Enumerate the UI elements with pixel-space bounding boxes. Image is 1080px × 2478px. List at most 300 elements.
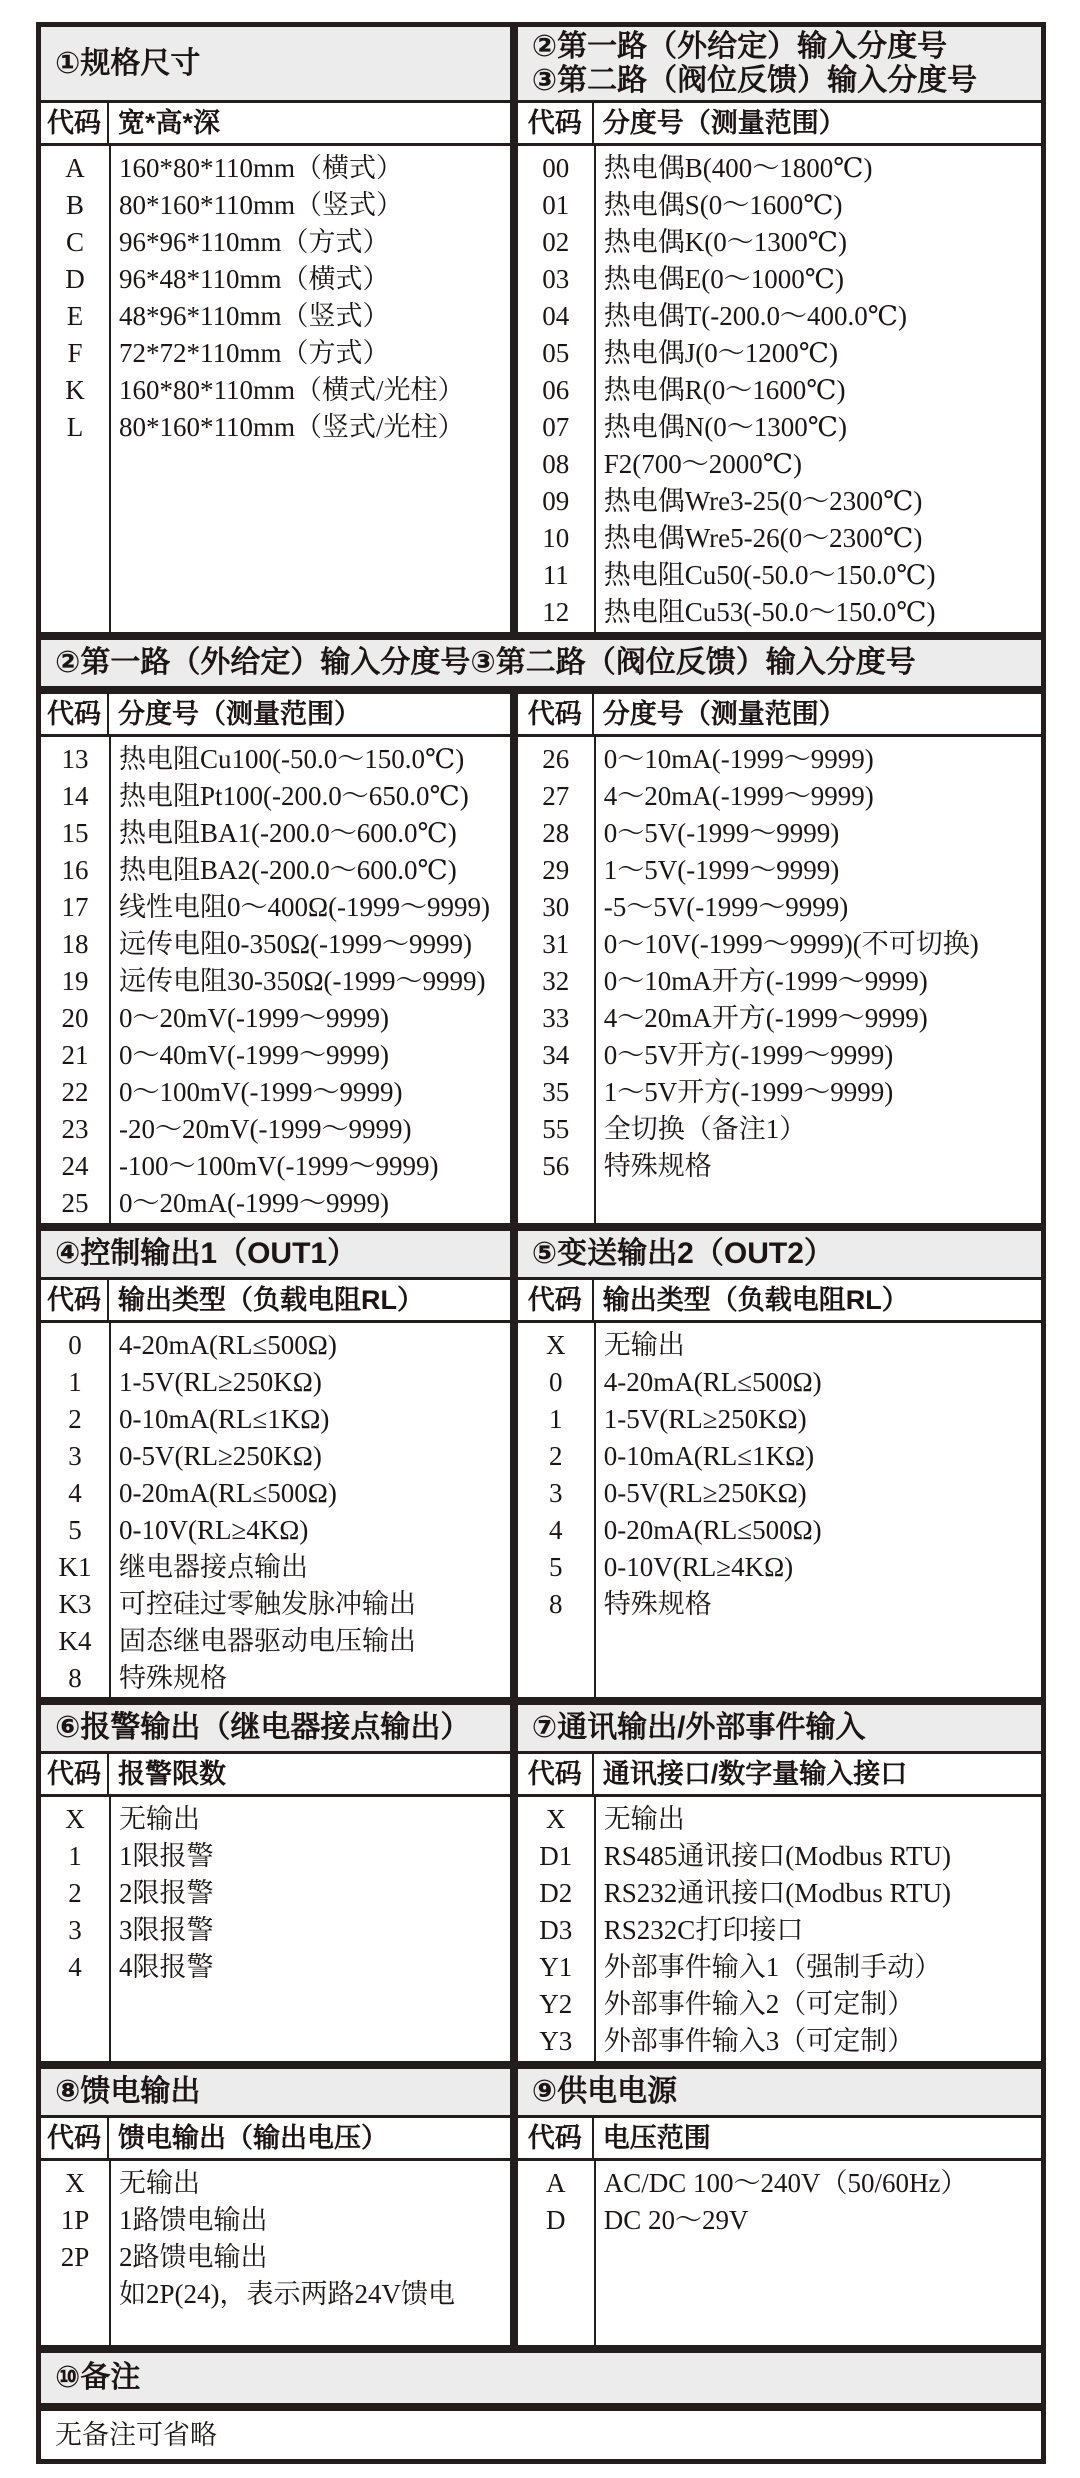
table-row: [518, 520, 1041, 557]
row-desc: 线性电阻0～400Ω(-1999～9999): [119, 892, 491, 922]
table-row: [41, 926, 510, 963]
table-row: [41, 335, 510, 372]
table-row: [518, 2202, 1041, 2239]
table-row: [41, 261, 510, 298]
table-row: [518, 483, 1041, 520]
out1-column-header: [41, 1280, 510, 1323]
row-desc: 4限报警: [119, 1952, 214, 1982]
row-desc: 无输出: [603, 1804, 685, 1834]
desc-column-label: 馈电输出（输出电压）: [118, 2123, 388, 2153]
row-desc: 热电偶B(400～1800℃): [603, 153, 873, 183]
input-range-rows: [518, 146, 1041, 632]
table-row: [518, 778, 1041, 815]
row-code: 4: [68, 1952, 82, 1982]
row-code: Y3: [539, 2026, 573, 2056]
input-mid-left-rows: [41, 737, 510, 1223]
row-code: 2: [549, 1441, 563, 1471]
table-row: [41, 1037, 510, 1074]
row-desc: 4～20mA开方(-1999～9999): [603, 1003, 928, 1033]
code-column-label: 代码: [518, 2118, 594, 2158]
table-row: [518, 372, 1041, 409]
section-power-title: [518, 2069, 1041, 2118]
table-row: [41, 2276, 510, 2313]
section-remark-note-box: [37, 2407, 1045, 2463]
row-code: 3: [68, 1915, 82, 1945]
band-remark-header: [37, 2349, 1045, 2407]
row-code: 02: [542, 227, 570, 257]
section-title-line2: ③第二路（阀位反馈）输入分度号: [531, 63, 978, 97]
row-desc: 4-20mA(RL≤500Ω): [119, 1330, 337, 1360]
row-desc: 0-20mA(RL≤500Ω): [119, 1478, 337, 1508]
ordering-code-table: [36, 22, 1046, 2464]
table-row: [41, 1623, 510, 1660]
table-row: [41, 298, 510, 335]
row-code: [41, 2276, 109, 2313]
size-column-header: [41, 103, 510, 146]
row-desc: 热电阻Cu53(-50.0～150.0℃): [603, 597, 936, 627]
row-desc: 热电偶E(0～1000℃): [603, 264, 844, 294]
row-desc: 1限报警: [119, 1841, 214, 1871]
table-row: [518, 1838, 1041, 1875]
row-desc: 无输出: [119, 2168, 200, 2198]
row-desc: RS485通讯接口(Modbus RTU): [603, 1841, 951, 1871]
table-row: [518, 2165, 1041, 2202]
row-code: 56: [542, 1151, 570, 1181]
row-code: 22: [61, 1077, 89, 1107]
table-row: [518, 594, 1041, 631]
table-row: [41, 150, 510, 187]
row-desc: 1路馈电输出: [119, 2205, 268, 2235]
row-desc: 特殊规格: [603, 1151, 712, 1181]
row-desc: 96*48*110mm（横式）: [119, 264, 390, 294]
table-row: [518, 1986, 1041, 2023]
table-row: [41, 1586, 510, 1623]
row-desc: 1～5V开方(-1999～9999): [603, 1077, 894, 1107]
table-row: [41, 963, 510, 1000]
input-mid-right-column-header: [518, 694, 1041, 737]
row-desc: 0～20mA(-1999～9999): [119, 1188, 389, 1218]
band-size-and-input: [37, 23, 1045, 636]
table-row: [41, 1327, 510, 1364]
table-row: [518, 409, 1041, 446]
row-code: F: [67, 338, 83, 368]
table-row: [518, 963, 1041, 1000]
table-row: [518, 1364, 1041, 1401]
row-code: K1: [58, 1552, 92, 1582]
band-input-continued-body: [37, 690, 1045, 1227]
row-code: 4: [68, 1478, 82, 1508]
row-code: D: [65, 264, 85, 294]
row-desc: 2限报警: [119, 1878, 214, 1908]
row-desc: 160*80*110mm（横式/光柱）: [119, 375, 465, 405]
table-row: [518, 815, 1041, 852]
section-comm-event: [514, 1701, 1045, 2065]
section-input-mid-title: [41, 640, 1041, 686]
section-comm-title: [518, 1705, 1041, 1754]
row-code: 26: [542, 744, 570, 774]
row-desc: 热电偶J(0～1200℃): [603, 338, 838, 368]
band-outputs: [37, 1227, 1045, 1701]
power-rows: [518, 2161, 1041, 2345]
row-desc: 0～100mV(-1999～9999): [119, 1077, 403, 1107]
row-code: D3: [539, 1915, 573, 1945]
table-row: [518, 1912, 1041, 1949]
row-code: 19: [61, 966, 89, 996]
row-code: 17: [61, 892, 89, 922]
row-desc: 全切换（备注1）: [603, 1114, 807, 1144]
table-row: [518, 150, 1041, 187]
table-row: [41, 1111, 510, 1148]
row-code: 13: [61, 744, 89, 774]
row-desc: RS232C打印接口: [603, 1915, 804, 1945]
band-remark-body: [37, 2407, 1045, 2463]
row-desc: 4～20mA(-1999～9999): [603, 781, 874, 811]
row-desc: 0-20mA(RL≤500Ω): [603, 1515, 822, 1545]
table-row: [41, 778, 510, 815]
row-desc: 远传电阻30-350Ω(-1999～9999): [119, 966, 486, 996]
row-desc: 热电偶S(0～1600℃): [603, 190, 843, 220]
table-row: [518, 1148, 1041, 1185]
table-row: [41, 2239, 510, 2276]
table-row: [518, 1327, 1041, 1364]
row-desc: 4-20mA(RL≤500Ω): [603, 1367, 822, 1397]
row-code: 55: [542, 1114, 570, 1144]
section-alarm-output: [37, 1701, 514, 2065]
row-desc: 0-10V(RL≥4KΩ): [603, 1552, 794, 1582]
table-row: [41, 409, 510, 446]
table-row: [41, 1912, 510, 1949]
table-row: [518, 557, 1041, 594]
section-input-range-top: [514, 23, 1045, 636]
code-column-label: 代码: [518, 103, 594, 143]
section-size-spec: [37, 23, 514, 636]
table-row: [518, 2023, 1041, 2060]
row-desc: 无输出: [603, 1330, 685, 1360]
row-desc: 热电偶N(0～1300℃): [603, 412, 847, 442]
band-feed-power: [37, 2065, 1045, 2349]
row-code: 08: [542, 449, 570, 479]
row-code: 09: [542, 486, 570, 516]
input-mid-left-column-header: [41, 694, 510, 737]
table-row: [41, 1512, 510, 1549]
section-title-text: ⑨供电电源: [531, 2075, 678, 2108]
code-column-label: 代码: [41, 1754, 109, 1794]
row-code: 12: [542, 597, 570, 627]
row-desc: 1-5V(RL≥250KΩ): [603, 1404, 807, 1434]
row-desc: 固态继电器驱动电压输出: [119, 1626, 416, 1656]
section-title-text: ⑩备注: [55, 2361, 141, 2394]
section-title-text: ⑦通讯输出/外部事件输入: [531, 1711, 866, 1744]
row-code: L: [66, 412, 84, 442]
row-desc: DC 20～29V: [603, 2205, 749, 2235]
row-desc: 0-10V(RL≥4KΩ): [119, 1515, 309, 1545]
row-desc: 热电阻Pt100(-200.0～650.0℃): [119, 781, 469, 811]
row-code: D2: [539, 1878, 573, 1908]
section-title-text: ⑤变送输出2（OUT2）: [531, 1237, 834, 1270]
row-desc: 特殊规格: [119, 1663, 227, 1693]
table-row: [41, 889, 510, 926]
desc-column-label: 分度号（测量范围）: [602, 108, 846, 138]
code-column-label: 代码: [41, 1280, 109, 1320]
code-column-label: 代码: [41, 694, 109, 734]
table-row: [41, 1364, 510, 1401]
table-row: [41, 1000, 510, 1037]
row-code: 30: [542, 892, 570, 922]
row-code: 32: [542, 966, 570, 996]
row-code: 0: [68, 1330, 82, 1360]
row-code: 2: [68, 1878, 82, 1908]
row-code: 4: [549, 1515, 563, 1545]
row-desc: 0～5V(-1999～9999): [603, 818, 840, 848]
input-column-header: [518, 103, 1041, 146]
row-code: 18: [61, 929, 89, 959]
row-code: 28: [542, 818, 570, 848]
table-row: [41, 1438, 510, 1475]
row-desc: 无输出: [119, 1804, 200, 1834]
power-column-header: [518, 2118, 1041, 2161]
row-desc: 96*96*110mm（方式）: [119, 227, 390, 257]
row-desc: 72*72*110mm（方式）: [119, 338, 390, 368]
table-row: [518, 298, 1041, 335]
row-code: B: [65, 190, 84, 220]
row-code: 29: [542, 855, 570, 885]
row-desc: 外部事件输入1（强制手动）: [603, 1952, 942, 1982]
input-mid-right-table: [514, 690, 1045, 1227]
table-row: [41, 1074, 510, 1111]
row-code: 1: [549, 1404, 563, 1434]
row-desc: 热电阻Cu50(-50.0～150.0℃): [603, 560, 936, 590]
table-row: [41, 224, 510, 261]
row-desc: 热电阻BA1(-200.0～600.0℃): [119, 818, 457, 848]
row-desc: 热电偶T(-200.0～400.0℃): [603, 301, 907, 331]
out1-rows: [41, 1323, 510, 1697]
row-code: 33: [542, 1003, 570, 1033]
code-column-label: 代码: [41, 2118, 109, 2158]
row-code: 10: [542, 523, 570, 553]
row-desc: 0～10mA(-1999～9999): [603, 744, 874, 774]
table-row: [518, 1401, 1041, 1438]
table-row: [41, 2202, 510, 2239]
size-rows: [41, 146, 510, 632]
row-code: 8: [549, 1589, 563, 1619]
row-code: 05: [542, 338, 570, 368]
table-row: [518, 224, 1041, 261]
table-row: [518, 1512, 1041, 1549]
row-desc: 0-10mA(RL≤1KΩ): [119, 1404, 330, 1434]
row-code: 2P: [60, 2242, 90, 2272]
row-desc: 热电阻BA2(-200.0～600.0℃): [119, 855, 457, 885]
code-column-label: 代码: [41, 103, 109, 143]
row-desc: 0-5V(RL≥250KΩ): [603, 1478, 807, 1508]
row-code: A: [65, 153, 85, 183]
row-desc: 0-10mA(RL≤1KΩ): [603, 1441, 815, 1471]
row-desc: 48*96*110mm（竖式）: [119, 301, 390, 331]
desc-column-label: 报警限数: [118, 1759, 226, 1789]
row-code: 03: [542, 264, 570, 294]
desc-column-label: 通讯接口/数字量输入接口: [602, 1759, 908, 1789]
row-desc: 可控硅过零触发脉冲输出: [119, 1589, 416, 1619]
section-remark-header-box: [37, 2349, 1045, 2407]
comm-column-header: [518, 1754, 1041, 1797]
desc-column-label: 输出类型（负载电阻RL）: [602, 1285, 909, 1315]
row-desc: 外部事件输入2（可定制）: [603, 1989, 915, 2019]
table-row: [518, 1000, 1041, 1037]
alarm-column-header: [41, 1754, 510, 1797]
desc-column-label: 电压范围: [602, 2123, 711, 2153]
row-desc: 80*160*110mm（竖式/光柱）: [119, 412, 465, 442]
row-desc: 1～5V(-1999～9999): [603, 855, 840, 885]
table-row: [518, 741, 1041, 778]
table-row: [518, 926, 1041, 963]
row-code: 07: [542, 412, 570, 442]
row-code: K4: [58, 1626, 92, 1656]
section-power-supply: [514, 2065, 1045, 2349]
table-row: [518, 1074, 1041, 1111]
row-code: 11: [542, 560, 569, 590]
table-row: [41, 1401, 510, 1438]
table-row: [518, 1586, 1041, 1623]
row-desc: -5～5V(-1999～9999): [603, 892, 849, 922]
table-row: [518, 261, 1041, 298]
row-code: K3: [58, 1589, 92, 1619]
row-code: 06: [542, 375, 570, 405]
row-desc: 热电阻Cu100(-50.0～150.0℃): [119, 744, 465, 774]
row-desc: AC/DC 100～240V（50/60Hz）: [603, 2168, 968, 2198]
row-desc: 0～40mV(-1999～9999): [119, 1040, 389, 1070]
table-row: [41, 1838, 510, 1875]
row-code: 23: [61, 1114, 89, 1144]
row-code: D1: [539, 1841, 573, 1871]
row-desc: 远传电阻0-350Ω(-1999～9999): [119, 929, 473, 959]
row-code: 5: [549, 1552, 563, 1582]
row-desc: 1-5V(RL≥250KΩ): [119, 1367, 322, 1397]
band-input-continued-header: [37, 636, 1045, 690]
table-row: [518, 335, 1041, 372]
row-desc: 如2P(24)，表示两路24V馈电: [119, 2279, 455, 2309]
table-row: [41, 852, 510, 889]
table-row: [41, 372, 510, 409]
row-code: 1P: [60, 2205, 90, 2235]
remark-note: 无备注可省略: [55, 2420, 217, 2450]
section-input-range-mid-header: [37, 636, 1045, 690]
row-desc: 特殊规格: [603, 1589, 712, 1619]
row-desc: 0～20mV(-1999～9999): [119, 1003, 389, 1033]
table-row: [41, 1875, 510, 1912]
feed-rows: [41, 2161, 510, 2345]
table-row: [518, 1875, 1041, 1912]
desc-column-label: 输出类型（负载电阻RL）: [118, 1285, 424, 1315]
section-size-title: [41, 27, 510, 103]
comm-rows: [518, 1797, 1041, 2061]
feed-column-header: [41, 2118, 510, 2161]
table-row: [518, 1801, 1041, 1838]
code-column-label: 代码: [518, 1280, 594, 1320]
row-desc: 0～10V(-1999～9999)(不可切换): [603, 929, 979, 959]
row-code: 2: [68, 1404, 82, 1434]
row-code: A: [546, 2168, 566, 2198]
row-code: Y1: [539, 1952, 573, 1982]
section-title-text: ②第一路（外给定）输入分度号③第二路（阀位反馈）输入分度号: [55, 646, 916, 679]
section-title-text: ④控制输出1（OUT1）: [55, 1237, 358, 1270]
desc-column-label: 分度号（测量范围）: [118, 699, 361, 729]
table-row: [41, 815, 510, 852]
row-desc: 160*80*110mm（横式）: [119, 153, 404, 183]
row-code: C: [65, 227, 84, 257]
row-code: 01: [542, 190, 570, 220]
row-code: 24: [61, 1151, 89, 1181]
section-feed-output: [37, 2065, 514, 2349]
row-desc: F2(700～2000℃): [603, 449, 802, 479]
row-code: 16: [61, 855, 89, 885]
row-desc: 2路馈电输出: [119, 2242, 268, 2272]
section-alarm-title: [41, 1705, 510, 1754]
table-row: [518, 1549, 1041, 1586]
section-remark-title: [41, 2353, 1041, 2403]
table-row: [41, 1148, 510, 1185]
row-desc: 0～5V开方(-1999～9999): [603, 1040, 894, 1070]
row-code: Y2: [539, 1989, 573, 2019]
row-desc: 热电偶R(0～1600℃): [603, 375, 846, 405]
table-row: [41, 1801, 510, 1838]
band-alarm-comm: [37, 1701, 1045, 2065]
desc-column-label: 分度号（测量范围）: [602, 699, 846, 729]
row-code: 20: [61, 1003, 89, 1033]
row-code: 5: [68, 1515, 82, 1545]
row-code: D: [546, 2205, 566, 2235]
code-column-label: 代码: [518, 1754, 594, 1794]
row-code: 31: [542, 929, 570, 959]
row-code: X: [546, 1804, 566, 1834]
row-code: 3: [68, 1441, 82, 1471]
row-desc: 继电器接点输出: [119, 1552, 308, 1582]
row-code: 27: [542, 781, 570, 811]
section-out1-title: [41, 1231, 510, 1280]
row-desc: 3限报警: [119, 1915, 214, 1945]
table-row: [41, 2165, 510, 2202]
section-title-text: ①规格尺寸: [55, 46, 201, 80]
table-row: [41, 1949, 510, 1986]
row-code: X: [65, 1804, 85, 1834]
table-row: [518, 1475, 1041, 1512]
section-feed-title: [41, 2069, 510, 2118]
row-desc: RS232通讯接口(Modbus RTU): [603, 1878, 951, 1908]
section-control-output1: [37, 1227, 514, 1701]
row-code: 34: [542, 1040, 570, 1070]
table-row: [518, 889, 1041, 926]
input-mid-left-table: [37, 690, 514, 1227]
row-desc: 外部事件输入3（可定制）: [603, 2026, 915, 2056]
table-row: [41, 187, 510, 224]
row-code: 1: [68, 1841, 82, 1871]
table-row: [518, 1111, 1041, 1148]
row-code: 35: [542, 1077, 570, 1107]
table-row: [41, 1660, 510, 1697]
table-row: [41, 1549, 510, 1586]
section-title-text: ⑥报警输出（继电器接点输出）: [55, 1711, 471, 1744]
section-transmit-output2: [514, 1227, 1045, 1701]
row-desc: 热电偶Wre3-25(0～2300℃): [603, 486, 923, 516]
table-row: [41, 741, 510, 778]
row-code: 8: [68, 1663, 82, 1693]
row-desc: -100～100mV(-1999～9999): [119, 1151, 439, 1181]
row-code: X: [65, 2168, 85, 2198]
row-code: 15: [61, 818, 89, 848]
row-code: 3: [549, 1478, 563, 1508]
row-code: 21: [61, 1040, 89, 1070]
row-code: 1: [68, 1367, 82, 1397]
row-code: 0: [549, 1367, 563, 1397]
table-row: [518, 446, 1041, 483]
